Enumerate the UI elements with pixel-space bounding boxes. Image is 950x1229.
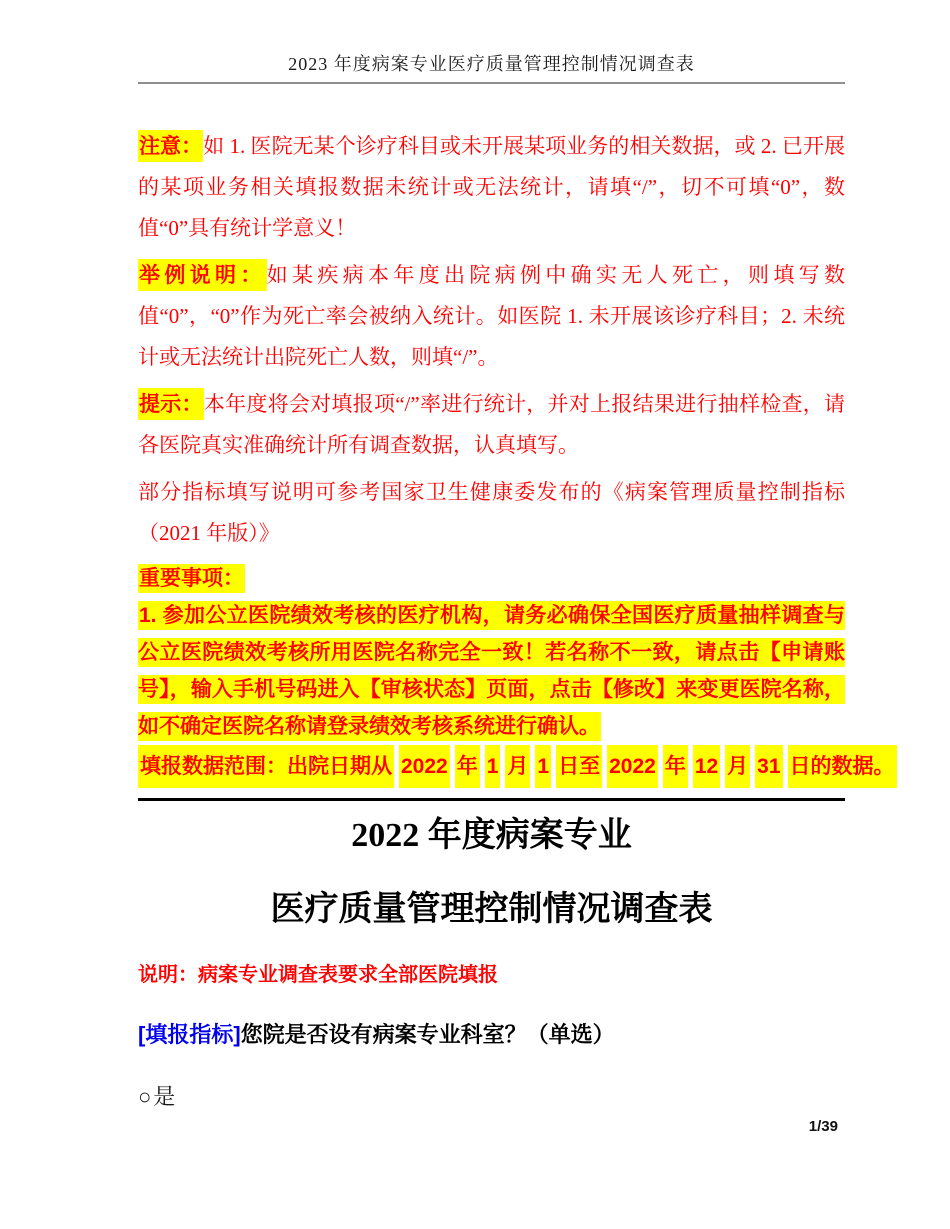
important-heading (138, 560, 845, 597)
question-tag: [填报指标] (138, 1022, 241, 1047)
attention-label: 注意： (138, 130, 203, 162)
radio-option-yes[interactable] (138, 1083, 845, 1111)
date-segment: 2022 (607, 745, 658, 788)
tip-text: 本年度将会对填报项“/”率进行统计，并对上报结果进行抽样检查，请各医院真实准确统计所有调查数据，认真填写。 (138, 392, 846, 457)
radio-option-label: 是 (153, 1084, 176, 1109)
form-title-line1: 2022 年度病案专业 (351, 817, 632, 854)
date-segment: 1 (535, 745, 551, 788)
example-text: 如某疾病本年度出院病例中确实无人死亡，则填写数值“0”，“0”作为死亡率会被纳入统计。如医院 1. 未开展该诊疗科目；2. 未统计或无法统计出院死亡人数，则填“/”。 (138, 263, 846, 369)
date-segment: 日的数据。 (788, 745, 897, 788)
running-header-title: 2023 年度病案专业医疗质量管理控制情况调查表 (288, 54, 695, 74)
notice-example (138, 255, 845, 378)
date-segment: 31 (755, 745, 782, 788)
header-divider (138, 82, 845, 84)
date-segment: 月 (505, 745, 530, 788)
date-segment: 日至 (556, 745, 602, 788)
notice-tip (138, 384, 845, 466)
radio-unchecked-icon: ○ (138, 1084, 152, 1109)
page-number: 1/39 (808, 1118, 838, 1135)
attention-text: 如 1. 医院无某个诊疗科目或未开展某项业务的相关数据，或 2. 已开展的某项业务相关填报数据未统计或无法统计，请填“/”，切不可填“0”，数值“0”具有统计学意义！ (138, 134, 846, 240)
form-title-line2: 医疗质量管理控制情况调查表 (270, 891, 713, 928)
date-segment: 年 (663, 745, 688, 788)
date-range-line (138, 745, 895, 788)
reference-text: 部分指标填写说明可参考国家卫生健康委发布的《病案管理质量控制指标（2021 年版）》 (138, 480, 845, 545)
date-segment: 12 (693, 745, 720, 788)
section-divider (138, 798, 845, 801)
form-description: 说明：病案专业调查表要求全部医院填报 (138, 964, 498, 986)
date-segment: 月 (725, 745, 750, 788)
date-segment: 填报数据范围：出院日期从 (138, 745, 394, 788)
date-segment: 2022 (399, 745, 450, 788)
example-label: 举例说明： (138, 259, 267, 291)
important-text: 1. 参加公立医院绩效考核的医疗机构，请务必确保全国医疗质量抽样调查与公立医院绩效考核所用医院名称完全一致！若名称不一致，请点击【申请账号】，输入手机号码进入【审核状态】页面，点击【修改】来变更医院名称，如不确定医院名称请登录绩效考核系统进行确认。 (138, 601, 845, 741)
date-segment: 年 (455, 745, 480, 788)
notice-attention (138, 126, 845, 249)
notice-reference (138, 472, 845, 554)
important-label: 重要事项： (138, 564, 245, 593)
tip-label: 提示： (138, 388, 204, 420)
question-text: 您院是否设有病案专业科室？（单选） (240, 1022, 615, 1047)
document-page (138, 0, 895, 1111)
date-segment: 1 (485, 745, 501, 788)
question-line (138, 1019, 845, 1051)
important-body (138, 597, 845, 745)
